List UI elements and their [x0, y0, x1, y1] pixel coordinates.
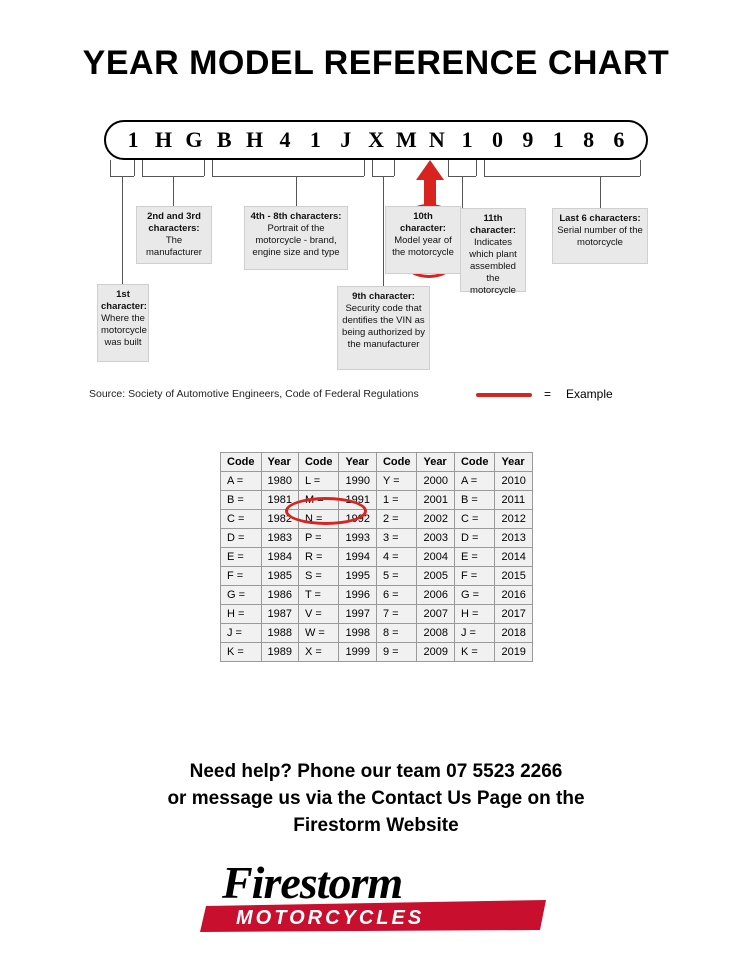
table-header-cell: Code	[454, 453, 495, 472]
table-cell: 5 =	[376, 567, 417, 586]
table-cell: 1999	[339, 643, 376, 662]
table-row	[221, 643, 533, 662]
legend-example-line	[476, 393, 532, 397]
bracket-line	[484, 176, 640, 177]
table-header-row	[221, 453, 533, 472]
footer-line-2: or message us via the Contact Us Page on the	[167, 788, 585, 809]
table-row	[221, 624, 533, 643]
bracket-line	[448, 160, 449, 176]
table-cell: 2016	[495, 586, 532, 605]
table-cell: 2013	[495, 529, 532, 548]
svg-text:MOTORCYCLES: MOTORCYCLES	[236, 907, 425, 929]
table-cell: 2001	[417, 491, 454, 510]
vin-character: H	[246, 127, 264, 152]
table-cell: 1990	[339, 472, 376, 491]
vin-character: 6	[613, 127, 625, 152]
bracket-line	[122, 176, 123, 284]
callout-eleventh-character: 11th character: Indicates which plant assembled the motorcycle	[460, 208, 526, 292]
table-cell: 1983	[261, 529, 298, 548]
table-cell: 2011	[495, 491, 532, 510]
table-cell: 1992	[339, 510, 376, 529]
vin-character: 0	[491, 127, 503, 152]
vin-character: 9	[522, 127, 534, 152]
bracket-line	[204, 160, 205, 176]
table-cell: 1988	[261, 624, 298, 643]
vin-character: N	[428, 127, 445, 152]
callout-fourth-eighth-characters: 4th - 8th characters: Portrait of the motorcycle - brand, engine size and type	[244, 206, 348, 270]
table-cell: A =	[454, 472, 495, 491]
table-cell: J =	[221, 624, 262, 643]
table-cell: 2003	[417, 529, 454, 548]
table-cell: P =	[298, 529, 339, 548]
callout-ninth-character: 9th character: Security code that dentifies the VIN as being authorized by the manufacturer	[337, 286, 430, 370]
table-cell: 2012	[495, 510, 532, 529]
table-cell: E =	[454, 548, 495, 567]
footer-line-1: Need help? Phone our team 07 5523 2266	[189, 761, 563, 782]
callout-second-third-characters: 2nd and 3rd characters: The manufacturer	[136, 206, 212, 264]
vin-number-box	[104, 120, 648, 160]
table-cell: 2019	[495, 643, 532, 662]
bracket-line	[600, 176, 601, 208]
table-cell-highlighted: M =	[298, 491, 339, 510]
table-header-cell: Year	[261, 453, 298, 472]
table-cell: C =	[221, 510, 262, 529]
vin-character: H	[154, 127, 173, 152]
vin-character: 1	[127, 127, 139, 152]
table-cell: H =	[221, 605, 262, 624]
table-cell: 2006	[417, 586, 454, 605]
vin-character: J	[340, 127, 352, 152]
table-cell: C =	[454, 510, 495, 529]
table-cell: 1985	[261, 567, 298, 586]
table-header-cell: Year	[339, 453, 376, 472]
table-highlight-circle	[285, 497, 367, 525]
table-row	[221, 586, 533, 605]
table-cell: 2014	[495, 548, 532, 567]
bracket-line	[462, 176, 463, 208]
table-cell: A =	[221, 472, 262, 491]
table-cell: 2002	[417, 510, 454, 529]
table-row	[221, 548, 533, 567]
bracket-line	[484, 160, 485, 176]
table-cell: F =	[454, 567, 495, 586]
table-cell: 2009	[417, 643, 454, 662]
table-cell: K =	[454, 643, 495, 662]
bracket-line	[110, 160, 111, 176]
table-cell: 6 =	[376, 586, 417, 605]
table-cell: G =	[221, 586, 262, 605]
table-cell: 2008	[417, 624, 454, 643]
footer-contact	[0, 758, 752, 839]
table-cell: 1987	[261, 605, 298, 624]
callout-first-character: 1st character: Where the motorcycle was built	[97, 284, 149, 362]
table-cell: 1982	[261, 510, 298, 529]
table-cell: X =	[298, 643, 339, 662]
table-cell: 1984	[261, 548, 298, 567]
table-cell: S =	[298, 567, 339, 586]
vin-character: 1	[552, 127, 564, 152]
vin-character: 8	[583, 127, 595, 152]
table-cell: G =	[454, 586, 495, 605]
table-cell: 2015	[495, 567, 532, 586]
table-cell: 9 =	[376, 643, 417, 662]
table-header-cell: Year	[417, 453, 454, 472]
bracket-line	[383, 176, 384, 286]
legend-example-label: Example	[566, 387, 613, 401]
table-cell: Y =	[376, 472, 417, 491]
table-cell: B =	[221, 491, 262, 510]
bracket-line	[476, 160, 477, 176]
vin-character: 1	[461, 127, 473, 152]
table-row	[221, 491, 533, 510]
callout-last-six-characters: Last 6 characters: Serial number of the motorcycle	[552, 208, 648, 264]
table-cell: 1989	[261, 643, 298, 662]
source-note: Source: Society of Automotive Engineers, Code of Federal Regulations	[89, 388, 419, 400]
bracket-line	[296, 176, 297, 206]
table-cell: T =	[298, 586, 339, 605]
bracket-line	[212, 176, 364, 177]
table-cell: H =	[454, 605, 495, 624]
table-cell: 7 =	[376, 605, 417, 624]
table-cell: N =	[298, 510, 339, 529]
table-cell: 2018	[495, 624, 532, 643]
table-cell: 2000	[417, 472, 454, 491]
table-cell: V =	[298, 605, 339, 624]
table-header-cell: Code	[221, 453, 262, 472]
table-cell: 2004	[417, 548, 454, 567]
table-row	[221, 510, 533, 529]
table-header-cell: Year	[495, 453, 532, 472]
table-row	[221, 605, 533, 624]
table-cell: 1997	[339, 605, 376, 624]
table-cell: 1 =	[376, 491, 417, 510]
table-cell: 1993	[339, 529, 376, 548]
vin-character: G	[185, 127, 203, 152]
year-code-table	[220, 452, 533, 662]
page-title: YEAR MODEL REFERENCE CHART	[82, 44, 670, 82]
vin-character: X	[368, 127, 384, 152]
firestorm-logo	[196, 860, 556, 934]
vin-character: 1	[309, 127, 321, 152]
table-cell: 2017	[495, 605, 532, 624]
table-cell: 1994	[339, 548, 376, 567]
table-cell: L =	[298, 472, 339, 491]
table-cell: F =	[221, 567, 262, 586]
table-cell: 1986	[261, 586, 298, 605]
table-cell: 1981	[261, 491, 298, 510]
table-cell: J =	[454, 624, 495, 643]
legend-equals: =	[544, 387, 552, 401]
footer-line-3: Firestorm Website	[293, 815, 459, 836]
bracket-line	[372, 160, 373, 176]
bracket-line	[640, 160, 641, 176]
table-row	[221, 567, 533, 586]
table-header-cell: Code	[376, 453, 417, 472]
svg-text:Firestorm: Firestorm	[222, 860, 403, 908]
logo-graphic-icon	[196, 860, 556, 934]
table-cell-highlighted: 1991	[339, 491, 376, 510]
vin-character-highlighted: M	[396, 127, 417, 152]
table-cell: 2007	[417, 605, 454, 624]
table-cell: W =	[298, 624, 339, 643]
table-cell: D =	[221, 529, 262, 548]
table-cell: D =	[454, 529, 495, 548]
table-cell: 8 =	[376, 624, 417, 643]
table-cell: B =	[454, 491, 495, 510]
callout-tenth-character: 10th character: Model year of the motorcycle	[385, 206, 461, 274]
table-cell: 3 =	[376, 529, 417, 548]
bracket-line	[364, 160, 365, 176]
vin-character: B	[216, 127, 232, 152]
table-cell: 2010	[495, 472, 532, 491]
bracket-line	[394, 160, 395, 176]
table-cell: K =	[221, 643, 262, 662]
table-cell: 1996	[339, 586, 376, 605]
table-cell: 2 =	[376, 510, 417, 529]
table-cell: R =	[298, 548, 339, 567]
bracket-line	[134, 160, 135, 176]
table-cell: 1980	[261, 472, 298, 491]
table-row	[221, 472, 533, 491]
table-cell: 2005	[417, 567, 454, 586]
table-cell: 1995	[339, 567, 376, 586]
vin-character: 4	[279, 127, 291, 152]
bracket-line	[173, 176, 174, 206]
bracket-line	[212, 160, 213, 176]
table-cell: E =	[221, 548, 262, 567]
table-cell: 4 =	[376, 548, 417, 567]
bracket-line	[142, 160, 143, 176]
table-header-cell: Code	[298, 453, 339, 472]
table-row	[221, 529, 533, 548]
table-cell: 1998	[339, 624, 376, 643]
